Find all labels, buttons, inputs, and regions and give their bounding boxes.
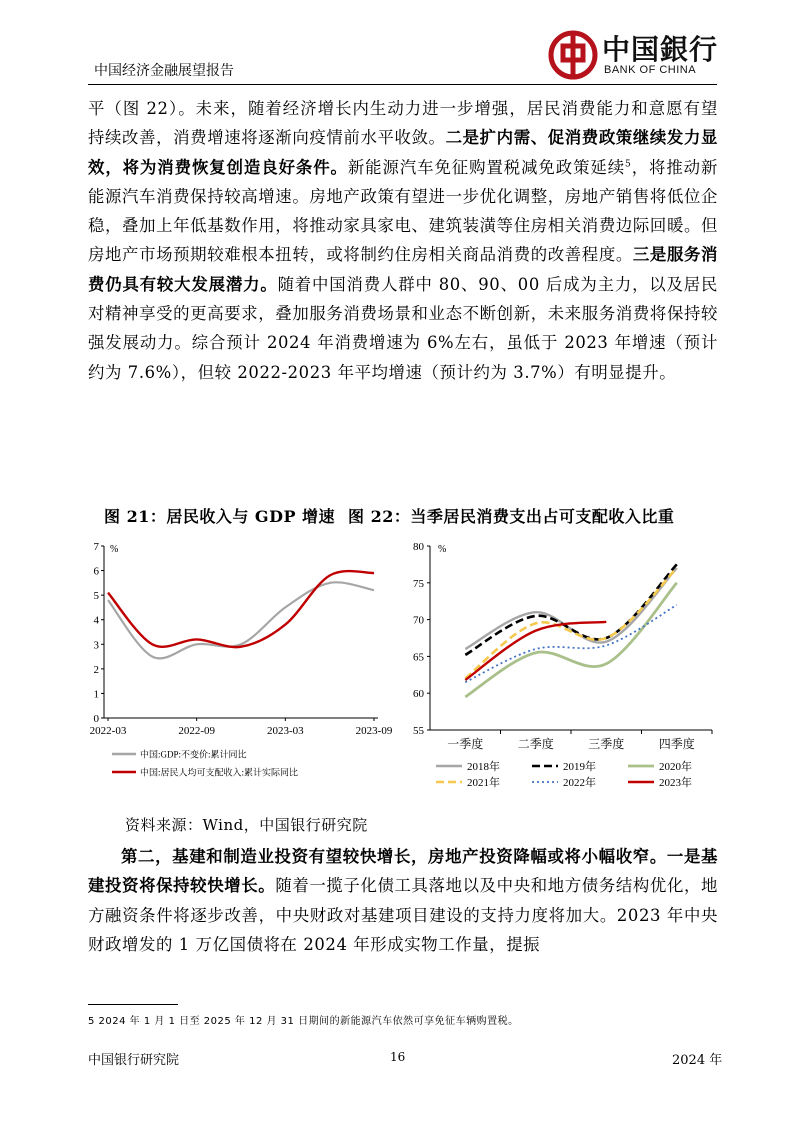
legend-label: 中国:GDP:不变价:累计同比 xyxy=(140,749,247,760)
source-note: 资料来源：Wind，中国银行研究院 xyxy=(125,816,368,834)
y-tick-label: 3 xyxy=(93,639,99,652)
report-title: 中国经济金融展望报告 xyxy=(94,63,234,79)
y-tick-label: 80 xyxy=(413,541,424,553)
legend-label: 中国:居民人均可支配收入:累计实际同比 xyxy=(140,767,299,778)
y-tick-label: 70 xyxy=(413,614,424,627)
series-line-2023年 xyxy=(465,622,606,680)
x-tick-label: 2022-03 xyxy=(89,725,127,737)
boc-emblem-icon xyxy=(548,30,598,80)
legend-label: 2018年 xyxy=(467,761,500,773)
series-line-2018年 xyxy=(465,568,677,649)
series-line-2019年 xyxy=(465,564,677,655)
bank-name-cn: 中国銀行 xyxy=(602,33,719,66)
legend-label: 2020年 xyxy=(659,761,692,773)
y-tick-label: 5 xyxy=(93,590,99,603)
y-tick-label: 1 xyxy=(93,688,99,701)
page-number: 16 xyxy=(390,1050,406,1064)
x-tick-label: 三季度 xyxy=(588,737,625,751)
x-tick-label: 2023-03 xyxy=(266,725,304,737)
series-line-2020年 xyxy=(465,583,677,697)
x-tick-label: 2022-09 xyxy=(178,725,216,737)
footnote-divider xyxy=(88,1004,178,1005)
paragraph-investment: 第二，基建和制造业投资有望较快增长，房地产投资降幅或将小幅收窄。一是基建投资将保持较快增长。随着一揽子化债工具落地以及中央和地方债务结构优化，地方融资条件将逐步改善，中央财政对基建项目建设的支持力度将加大。2023 年中央财政增发的 1 万亿国债将在 2024 年形成实物工作量，提振 xyxy=(88,847,718,954)
bank-name-en: BANK OF CHINA xyxy=(604,64,697,76)
y-tick-label: 0 xyxy=(93,713,99,725)
y-tick-label: 4 xyxy=(93,614,99,627)
x-tick-label: 2023-09 xyxy=(355,725,393,737)
footnote-ref[interactable]: 5 xyxy=(625,159,632,170)
unit-label: % xyxy=(438,544,447,555)
y-tick-label: 65 xyxy=(413,651,424,664)
legend-label: 2021年 xyxy=(467,777,500,789)
paragraph-consumption: 平（图 22）。未来，随着经济增长内生动力进一步增强，居民消费能力和意愿有望持续改善，消费增速将逐渐向疫情前水平收敛。二是扩内需、促消费政策继续发力显效，将为消费恢复创造良好条件。新能源汽车免征购置税减免政策延续$^5$，将推动新能源汽车消费保持较高增速。房地产政策有望进一步优化调整，房地产销售将低位企稳，叠加上年低基数作用，将推动家具家电、建筑装潢等住房相关消费边际回暖。但房地产市场预期较难根本扭转，或将制约住房相关商品消费的改善程度。三是服务消费仍具有较大发展潜力。随着中国消费人群中 80、90、00 后成为主力，以及居民对精神享受的更高要求，叠加服务消费场景和业态不断创新，未来服务消费将保持较强发展动力。综合预计 2024 年消费增速为 6%左右，虽低于 2023 年增速（预计约为 7.6%），但较 2022-2023 年平均增速（预计约为 3.7%）有明显提升。 xyxy=(88,99,719,382)
y-tick-label: 6 xyxy=(93,565,99,578)
footer-org: 中国银行研究院 xyxy=(88,1053,180,1068)
series-line-2022年 xyxy=(465,605,677,682)
legend-label: 2022年 xyxy=(563,777,596,789)
y-tick-label: 55 xyxy=(413,725,424,737)
x-tick-label: 四季度 xyxy=(658,737,695,751)
y-tick-label: 7 xyxy=(93,541,99,553)
chart-income-gdp xyxy=(86,536,396,796)
figure-21-caption: 图 21：居民收入与 GDP 增速 xyxy=(104,507,336,526)
footer-year: 2024 年 xyxy=(672,1053,723,1068)
y-tick-label: 75 xyxy=(413,577,424,590)
legend-label: 2019年 xyxy=(563,761,596,773)
unit-label: % xyxy=(110,544,119,555)
y-tick-label: 2 xyxy=(93,663,99,676)
x-tick-label: 一季度 xyxy=(447,737,484,751)
figure-22-caption: 图 22：当季居民消费支出占可支配收入比重 xyxy=(348,507,675,526)
header-divider xyxy=(88,84,717,85)
x-tick-label: 二季度 xyxy=(517,737,554,751)
chart-consumption-ratio xyxy=(400,536,720,796)
bank-logo xyxy=(548,26,718,84)
y-tick-label: 60 xyxy=(413,688,424,701)
legend-label: 2023年 xyxy=(659,777,692,789)
footnote: 5 2024 年 1 月 1 日至 2025 年 12 月 31 日期间的新能源汽车依然可享免征车辆购置税。 xyxy=(88,1016,519,1027)
